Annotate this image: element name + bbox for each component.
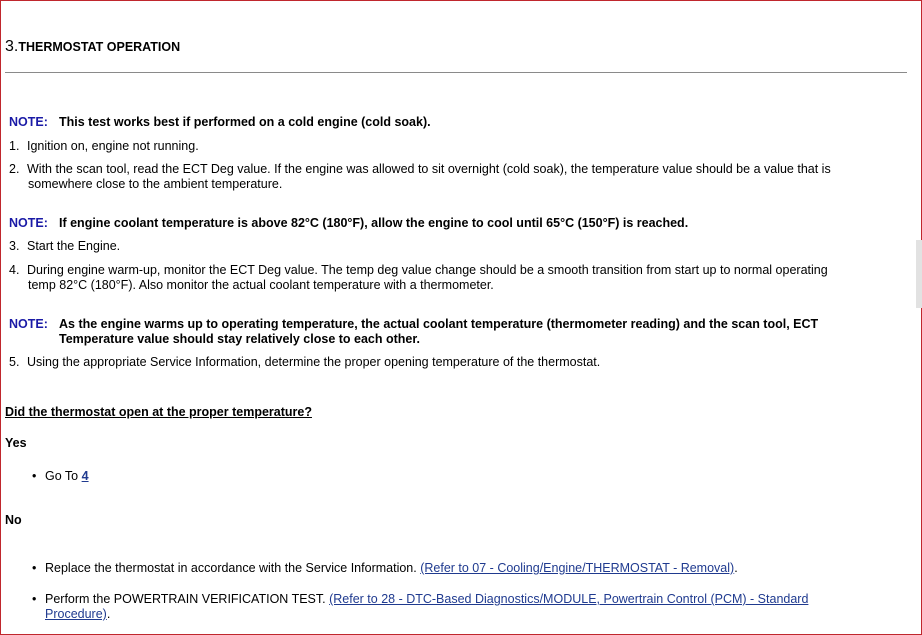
step-number: 3. [9,239,20,253]
goto-step-4-link[interactable]: 4 [81,469,89,483]
step-text: Using the appropriate Service Information, determine the proper opening temperature of the thermostat. [27,355,601,369]
note-label: NOTE: [9,317,48,331]
no-bullet-powertrain-test [5,592,905,622]
scrollbar-thumb[interactable] [916,240,922,308]
step-number: 4. [9,263,20,277]
step-number: 5. [9,355,20,369]
thermostat-removal-link[interactable]: (Refer to 07 - Cooling/Engine/THERMOSTAT - Removal) [420,561,735,575]
title-divider [5,72,907,73]
step-3 [5,239,905,254]
note-label: NOTE: [9,115,48,129]
bullet-text: Replace the thermostat in accordance with the Service Information. [45,561,417,575]
step-text: Ignition on, engine not running. [27,139,199,153]
yes-bullet-item [5,469,910,484]
pcm-standard-procedure-link-cont[interactable]: Procedure) [45,607,107,621]
step-2 [5,162,905,192]
step-text-line2: temp 82°C (180°F). Also monitor the actual coolant temperature with a thermometer. [28,278,494,292]
section-title [5,38,180,56]
note-text-line2: Temperature value should stay relatively close to each other. [59,332,421,346]
yes-heading: Yes [5,436,27,450]
document [5,0,910,621]
bullet-trailing: . [106,607,111,621]
bullet-dot: • [32,592,37,606]
goto-text: Go To [45,469,79,483]
no-heading: No [5,513,22,527]
step-number: 1. [9,139,20,153]
note-text-line1: As the engine warms up to operating temperature, the actual coolant temperature (thermometer reading) and the scan tool, ECT [59,317,819,331]
note-text: This test works best if performed on a cold engine (cold soak). [59,115,431,129]
step-text-line2: somewhere close to the ambient temperature. [28,177,283,191]
bullet-trailing: . [734,561,738,575]
note-label: NOTE: [9,216,48,230]
step-number: 2. [9,162,20,176]
bullet-dot: • [32,561,37,575]
no-bullet-replace-thermostat [5,561,910,576]
decision-question: Did the thermostat open at the proper temperature? [5,405,312,419]
note-text: If engine coolant temperature is above 82°C (180°F), allow the engine to cool until 65°C (150°F) is reached. [59,216,689,230]
step-text-line1: During engine warm-up, monitor the ECT Deg value. The temp deg value change should be a smooth transition from start up to normal operating [27,263,828,277]
step-text-line1: With the scan tool, read the ECT Deg value. If the engine was allowed to sit overnight (cold soak), the temperature value should be a value that is [27,162,831,176]
step-text: Start the Engine. [27,239,121,253]
note-coolant-temp [5,216,688,231]
section-number: 3. [5,38,19,55]
bullet-text: Perform the POWERTRAIN VERIFICATION TEST. [45,592,326,606]
step-5 [5,355,905,370]
pcm-standard-procedure-link[interactable]: (Refer to 28 - DTC-Based Diagnostics/MODULE, Powertrain Control (PCM) - Standard [329,592,809,606]
note-warm-up [5,317,818,347]
bullet-dot: • [32,469,37,483]
step-1 [5,139,905,154]
section-title-text: THERMOSTAT OPERATION [18,40,181,54]
note-cold-soak [5,115,431,130]
step-4 [5,263,905,293]
